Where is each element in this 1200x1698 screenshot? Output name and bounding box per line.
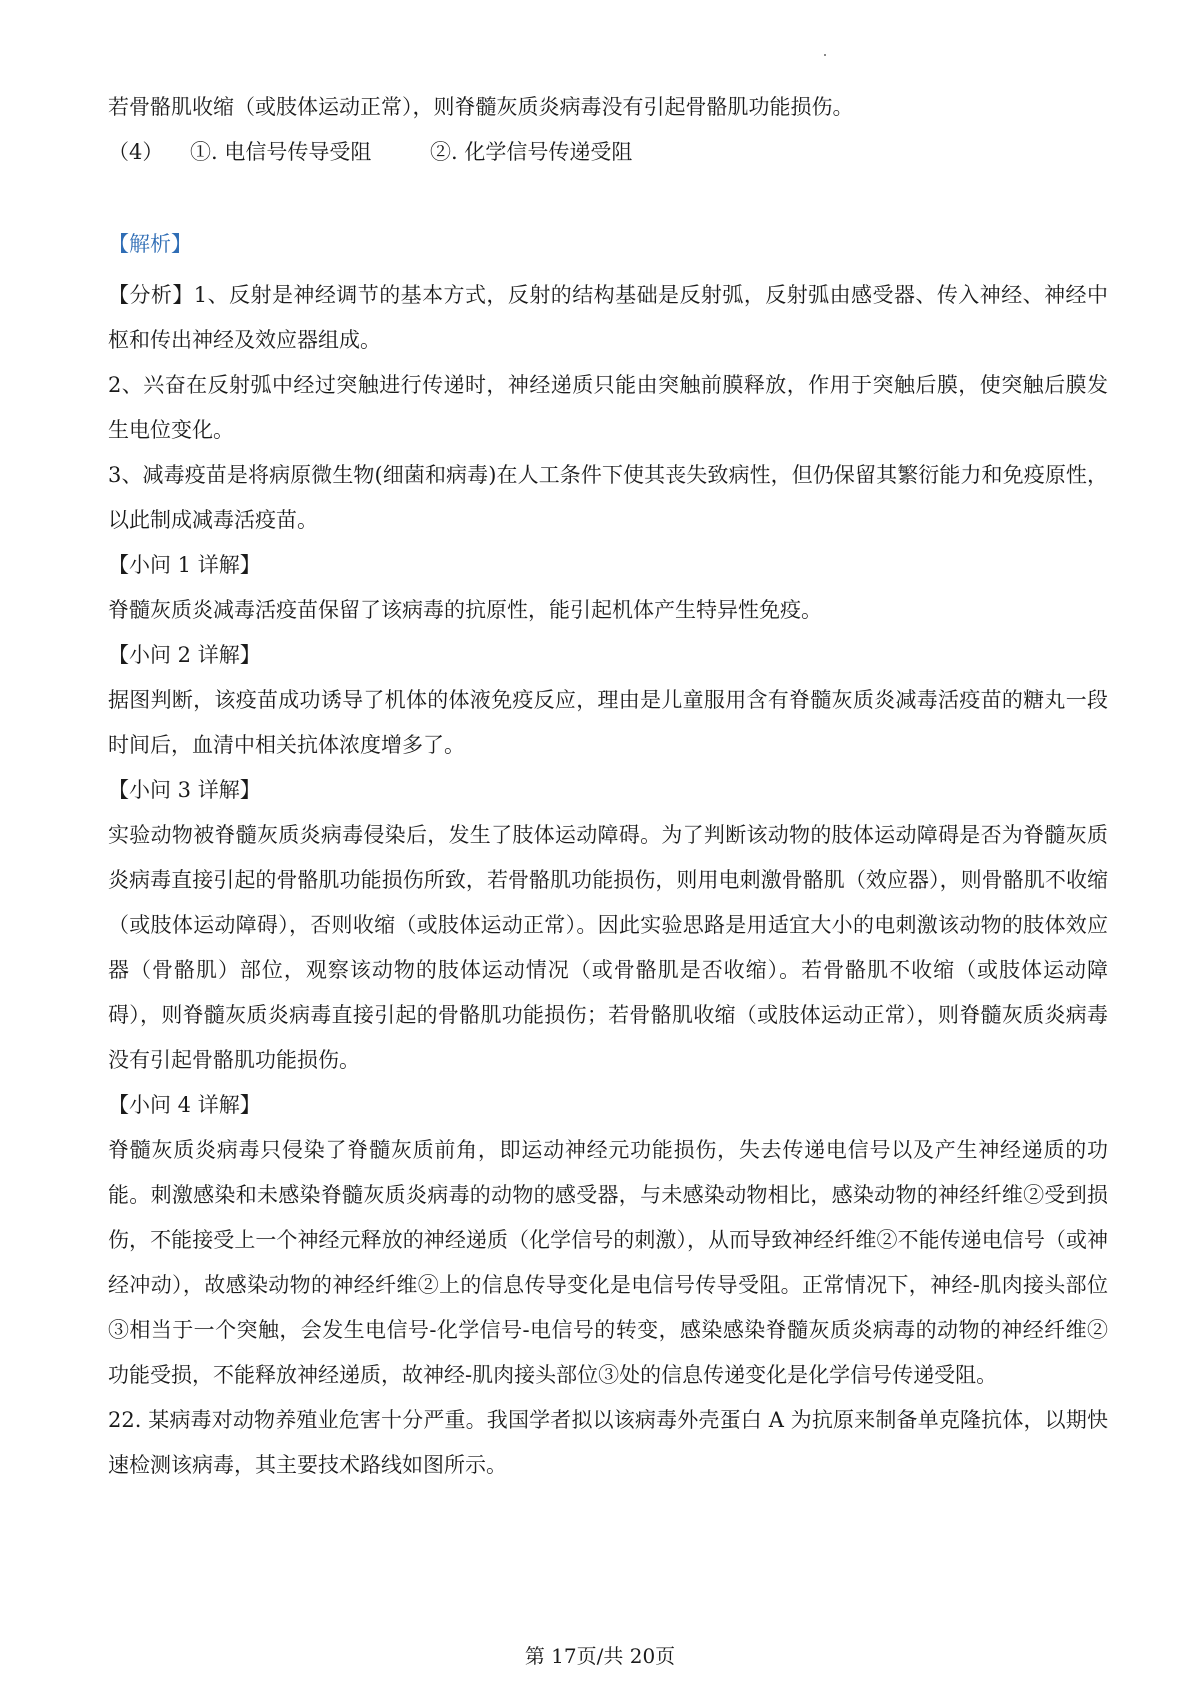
q4-body: 脊髓灰质炎病毒只侵染了脊髓灰质前角，即运动神经元功能损伤，失去传递电信号以及产生神经递质的功能。刺激感染和未感染脊髓灰质炎病毒的动物的感受器，与未感染动物相比，感染动物的神经纤维②受到损伤，不能接受上一个神经元释放的神经递质（化学信号的刺激），从而导致神经纤维②不能传递电信号（或神经冲动），故感染动物的神经纤维②上的信息传导变化是电信号传导受阻。正常情况下，神经-肌肉接头部位③相当于一个突触，会发生电信号-化学信号-电信号的转变，感染感染脊髓灰质炎病毒的动物的神经纤维②功能受损，不能释放神经递质，故神经-肌肉接头部位③处的信息传递变化是化学信号传递受阻。 — [108, 1138, 1108, 1387]
analysis-paragraph-1: 【分析】1、反射是神经调节的基本方式，反射的结构基础是反射弧，反射弧由感受器、传入神经、神经中枢和传出神经及效应器组成。 — [108, 283, 1108, 352]
document-page — [108, 92, 1108, 1488]
jiexi-label: 【解析】 — [108, 232, 192, 256]
q2-heading: 【小问 2 详解】 — [108, 643, 261, 667]
answer-q4-option-1: ①. 电信号传导受阻 — [190, 140, 372, 164]
previous-answer-text: 若骨骼肌收缩（或肢体运动正常），则脊髓灰质炎病毒没有引起骨骼肌功能损伤。 — [108, 95, 854, 119]
scan-dot — [824, 54, 826, 56]
q1-heading: 【小问 1 详解】 — [108, 553, 261, 577]
analysis-paragraph-2: 2、兴奋在反射弧中经过突触进行传递时，神经递质只能由突触前膜释放，作用于突触后膜，使突触后膜发生电位变化。 — [108, 373, 1108, 442]
page-footer: 第 17页/共 20页 — [524, 1644, 676, 1668]
analysis-paragraph-3: 3、减毒疫苗是将病原微生物(细菌和病毒)在人工条件下使其丧失致病性，但仍保留其繁衍能力和免疫原性，以此制成减毒活疫苗。 — [108, 463, 1108, 532]
q1-body: 脊髓灰质炎减毒活疫苗保留了该病毒的抗原性，能引起机体产生特异性免疫。 — [108, 598, 822, 622]
q4-heading: 【小问 4 详解】 — [108, 1093, 261, 1117]
question-22: 22. 某病毒对动物养殖业危害十分严重。我国学者拟以该病毒外壳蛋白 A 为抗原来制备单克隆抗体，以期快速检测该病毒，其主要技术路线如图所示。 — [108, 1408, 1108, 1477]
q3-body: 实验动物被脊髓灰质炎病毒侵染后，发生了肢体运动障碍。为了判断该动物的肢体运动障碍是否为脊髓灰质炎病毒直接引起的骨骼肌功能损伤所致，若骨骼肌功能损伤，则用电刺激骨骼肌（效应器），则骨骼肌不收缩（或肢体运动障碍），否则收缩（或肢体运动正常）。因此实验思路是用适宜大小的电刺激该动物的肢体效应器（骨骼肌）部位，观察该动物的肢体运动情况（或骨骼肌是否收缩）。若骨骼肌不收缩（或肢体运动障碍），则脊髓灰质炎病毒直接引起的骨骼肌功能损伤；若骨骼肌收缩（或肢体运动正常），则脊髓灰质炎病毒没有引起骨骼肌功能损伤。 — [108, 823, 1108, 1072]
answer-q4-option-2: ②. 化学信号传递受阻 — [430, 140, 633, 164]
q3-heading: 【小问 3 详解】 — [108, 778, 261, 802]
q2-body: 据图判断，该疫苗成功诱导了机体的体液免疫反应，理由是儿童服用含有脊髓灰质炎减毒活疫苗的糖丸一段时间后，血清中相关抗体浓度增多了。 — [108, 688, 1108, 757]
answer-q4-number: （4） — [108, 140, 164, 164]
answer-q4 — [108, 137, 1108, 167]
